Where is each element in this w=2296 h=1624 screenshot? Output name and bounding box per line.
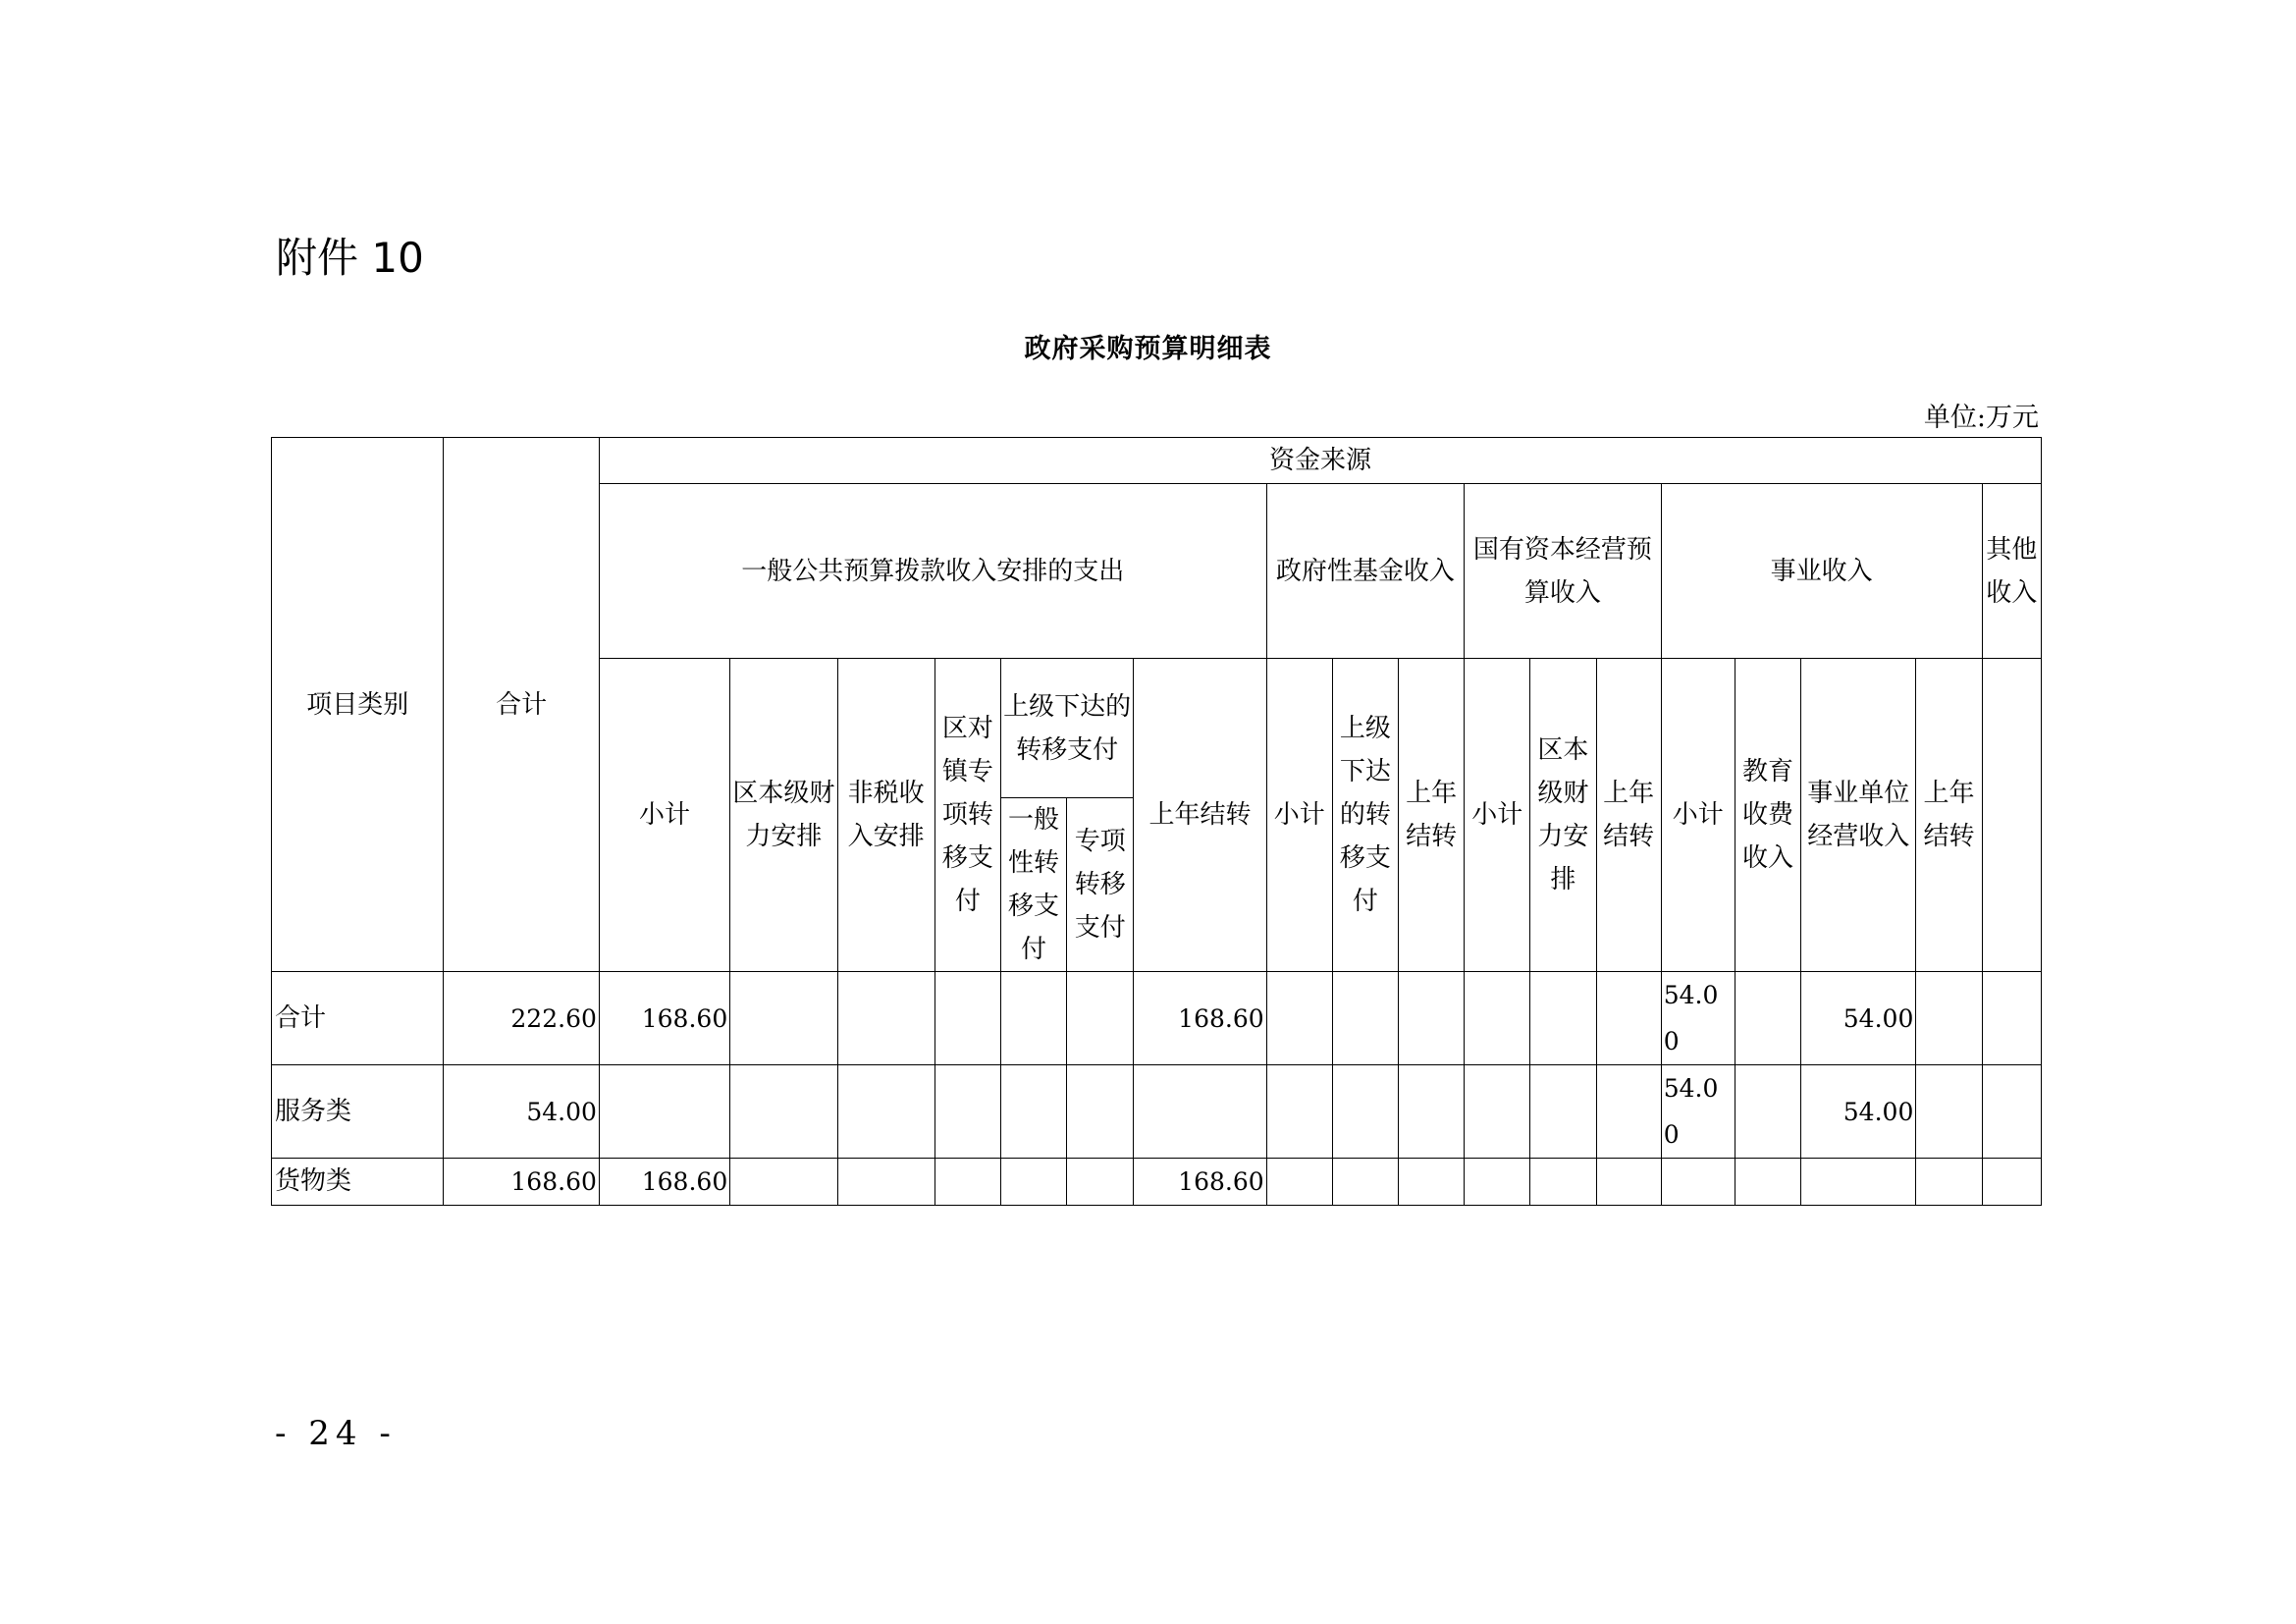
row-other-income <box>1982 1065 2041 1159</box>
row-gb-general-transfer <box>1000 1065 1066 1159</box>
header-sc-carryover: 上年结转 <box>1596 659 1661 972</box>
row-gb-district-finance <box>730 1159 837 1206</box>
row-gb-district-finance <box>730 972 837 1065</box>
row-total: 222.60 <box>444 972 599 1065</box>
header-other-income: 其他收入 <box>1982 484 2041 659</box>
row-gb-carryover: 168.60 <box>1134 972 1266 1065</box>
table-row <box>272 1065 2042 1159</box>
header-gov-fund: 政府性基金收入 <box>1266 484 1465 659</box>
header-gf-upper-transfer: 上级下达的转移支付 <box>1332 659 1398 972</box>
row-gf-subtotal <box>1266 1065 1332 1159</box>
row-bi-subtotal: 54.00 <box>1661 972 1735 1065</box>
row-sc-carryover <box>1596 972 1661 1065</box>
row-gf-subtotal <box>1266 972 1332 1065</box>
row-gb-special-transfer <box>1067 972 1134 1065</box>
row-gb-town-transfer <box>934 1159 1000 1206</box>
row-gf-upper-transfer <box>1332 972 1398 1065</box>
row-bi-carryover <box>1916 1159 1982 1206</box>
row-bi-edu-fee <box>1735 972 1800 1065</box>
row-gf-carryover <box>1399 1065 1465 1159</box>
row-sc-subtotal <box>1465 1159 1530 1206</box>
header-category: 项目类别 <box>272 438 444 972</box>
header-gb-general-transfer: 一般性转移支付 <box>1000 798 1066 972</box>
row-gb-nontax <box>837 1065 934 1159</box>
row-gb-special-transfer <box>1067 1159 1134 1206</box>
budget-table <box>271 437 2042 1206</box>
header-bi-subtotal: 小计 <box>1661 659 1735 972</box>
row-gb-town-transfer <box>934 1065 1000 1159</box>
header-sc-district-finance: 区本级财力安排 <box>1530 659 1596 972</box>
row-gb-nontax <box>837 972 934 1065</box>
row-gf-upper-transfer <box>1332 1159 1398 1206</box>
row-gf-subtotal <box>1266 1159 1332 1206</box>
header-gb-nontax: 非税收入安排 <box>837 659 934 972</box>
row-name: 服务类 <box>272 1065 444 1159</box>
header-gf-carryover: 上年结转 <box>1399 659 1465 972</box>
row-bi-edu-fee <box>1735 1065 1800 1159</box>
row-gb-nontax <box>837 1159 934 1206</box>
header-gb-subtotal: 小计 <box>599 659 729 972</box>
row-total: 168.60 <box>444 1159 599 1206</box>
row-name: 货物类 <box>272 1159 444 1206</box>
row-gf-carryover <box>1399 972 1465 1065</box>
page-title: 政府采购预算明细表 <box>1024 334 1272 364</box>
header-gb-carryover: 上年结转 <box>1134 659 1266 972</box>
row-gb-special-transfer <box>1067 1065 1134 1159</box>
header-gb-town-transfer: 区对镇专项转移支付 <box>934 659 1000 972</box>
header-gb-district-finance: 区本级财力安排 <box>730 659 837 972</box>
header-general-budget: 一般公共预算拨款收入安排的支出 <box>599 484 1266 659</box>
row-bi-edu-fee <box>1735 1159 1800 1206</box>
attachment-label: 附件 10 <box>276 234 424 282</box>
row-sc-carryover <box>1596 1159 1661 1206</box>
row-other-income <box>1982 1159 2041 1206</box>
row-gb-town-transfer <box>934 972 1000 1065</box>
header-bi-edu-fee: 教育收费收入 <box>1735 659 1800 972</box>
row-gb-subtotal <box>599 1065 729 1159</box>
row-sc-carryover <box>1596 1065 1661 1159</box>
row-sc-district-finance <box>1530 972 1596 1065</box>
row-gb-district-finance <box>730 1065 837 1159</box>
table-row <box>272 972 2042 1065</box>
unit-label: 单位:万元 <box>1923 403 2039 433</box>
header-total: 合计 <box>444 438 599 972</box>
row-bi-unit-operation: 54.00 <box>1801 1065 1916 1159</box>
header-other-income-sub <box>1982 659 2041 972</box>
header-business-income: 事业收入 <box>1661 484 1982 659</box>
row-bi-subtotal <box>1661 1159 1735 1206</box>
header-bi-unit-operation: 事业单位经营收入 <box>1801 659 1916 972</box>
row-gb-carryover <box>1134 1065 1266 1159</box>
table-row <box>272 1159 2042 1206</box>
row-bi-carryover <box>1916 972 1982 1065</box>
header-gb-upper-transfer: 上级下达的转移支付 <box>1000 659 1133 798</box>
row-gb-general-transfer <box>1000 972 1066 1065</box>
header-gb-special-transfer: 专项转移支付 <box>1067 798 1134 972</box>
row-other-income <box>1982 972 2041 1065</box>
row-sc-subtotal <box>1465 1065 1530 1159</box>
header-bi-carryover: 上年结转 <box>1916 659 1982 972</box>
row-total: 54.00 <box>444 1065 599 1159</box>
header-gf-subtotal: 小计 <box>1266 659 1332 972</box>
row-gb-general-transfer <box>1000 1159 1066 1206</box>
row-gb-subtotal: 168.60 <box>599 972 729 1065</box>
row-gb-carryover: 168.60 <box>1134 1159 1266 1206</box>
row-gf-carryover <box>1399 1159 1465 1206</box>
row-sc-district-finance <box>1530 1065 1596 1159</box>
row-gf-upper-transfer <box>1332 1065 1398 1159</box>
page-number: - 24 - <box>275 1414 397 1453</box>
header-fund-source: 资金来源 <box>599 438 2041 484</box>
row-bi-unit-operation: 54.00 <box>1801 972 1916 1065</box>
row-sc-subtotal <box>1465 972 1530 1065</box>
row-sc-district-finance <box>1530 1159 1596 1206</box>
row-name: 合计 <box>272 972 444 1065</box>
header-state-capital: 国有资本经营预算收入 <box>1465 484 1662 659</box>
row-gb-subtotal: 168.60 <box>599 1159 729 1206</box>
row-bi-carryover <box>1916 1065 1982 1159</box>
row-bi-unit-operation <box>1801 1159 1916 1206</box>
row-bi-subtotal: 54.00 <box>1661 1065 1735 1159</box>
header-sc-subtotal: 小计 <box>1465 659 1530 972</box>
